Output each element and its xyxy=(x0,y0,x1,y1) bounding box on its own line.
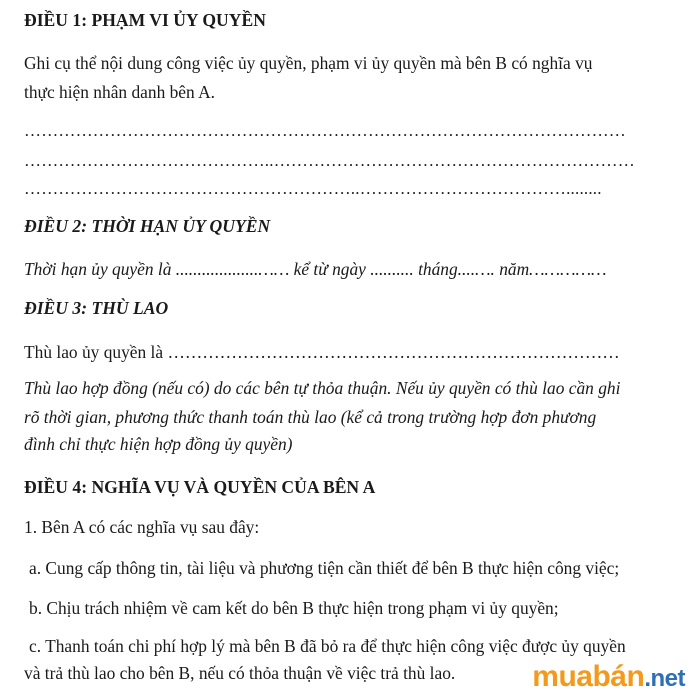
section-1-heading: ĐIỀU 1: PHẠM VI ỦY QUYỀN xyxy=(24,10,266,30)
section-2-text-line: Thời hạn ủy quyền là ...................…… kể từ ngày .......... tháng....…. năm…………… xyxy=(24,259,607,279)
section-1-text-line: thực hiện nhân danh bên A. xyxy=(24,82,216,102)
section-2-heading: ĐIỀU 2: THỜI HẠN ỦY QUYỀN xyxy=(24,216,271,236)
section-3-note-line: đình chỉ thực hiện hợp đồng ủy quyền) xyxy=(24,434,293,454)
list-item: b. Chịu trách nhiệm về cam kết do bên B thực hiện trong phạm vi ủy quyền; xyxy=(29,598,559,618)
fill-in-dots: …………………………………………………………………………………………… xyxy=(24,121,626,140)
fill-in-dots: ……………………………………..……………………………………………………… xyxy=(24,151,635,170)
section-3-text-line: Thù lao ủy quyền là …………………………………………………………………… xyxy=(24,342,620,362)
list-item: 1. Bên A có các nghĩa vụ sau đây: xyxy=(24,517,260,537)
section-4-heading: ĐIỀU 4: NGHĨA VỤ VÀ QUYỀN CỦA BÊN A xyxy=(24,477,376,497)
brand-name: muabán xyxy=(532,660,645,693)
list-item: và trả thù lao cho bên B, nếu có thỏa thuận về việc trả thù lao. xyxy=(24,663,456,683)
section-3-note-line: rõ thời gian, phương thức thanh toán thù lao (kể cả trong trường hợp đơn phương xyxy=(24,407,597,427)
brand-watermark-logo xyxy=(532,660,685,696)
section-1-text-line: Ghi cụ thể nội dung công việc ủy quyền, phạm vi ủy quyền mà bên B có nghĩa vụ xyxy=(24,53,593,73)
section-3-heading: ĐIỀU 3: THÙ LAO xyxy=(24,298,169,318)
brand-suffix: .net xyxy=(644,665,685,692)
list-item: a. Cung cấp thông tin, tài liệu và phương tiện cần thiết để bên B thực hiện công việc; xyxy=(29,558,620,578)
fill-in-dots: …………………………………………………..………………………………........ xyxy=(24,179,602,198)
list-item: c. Thanh toán chi phí hợp lý mà bên B đã bỏ ra để thực hiện công việc được ủy quyền xyxy=(29,636,626,656)
section-3-note-line: Thù lao hợp đồng (nếu có) do các bên tự thỏa thuận. Nếu ủy quyền có thù lao cần ghi xyxy=(24,378,621,398)
